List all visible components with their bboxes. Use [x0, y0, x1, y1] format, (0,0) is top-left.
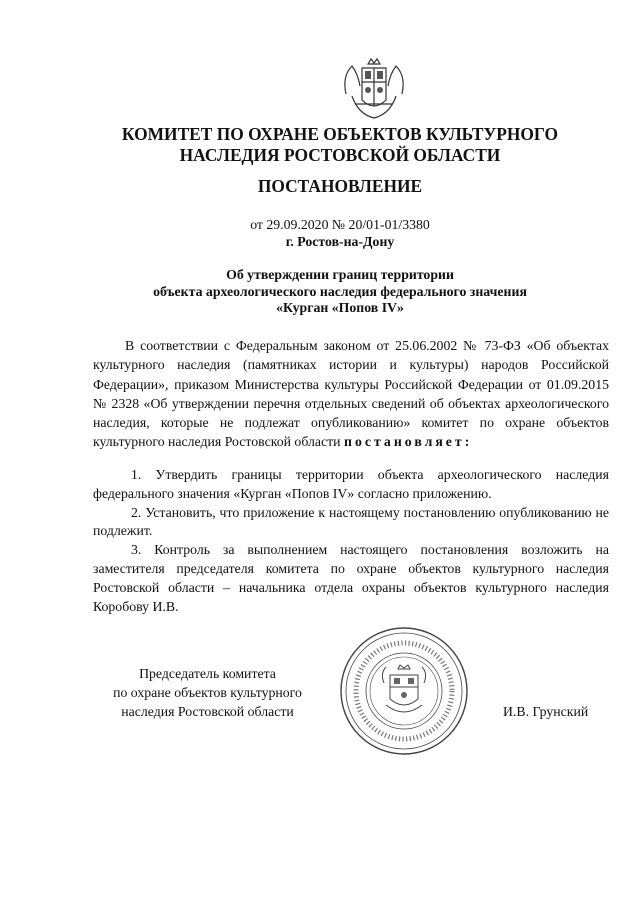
decree-word: постановляет:	[344, 434, 473, 450]
coat-of-arms-icon	[338, 56, 410, 128]
document-date-number: от 29.09.2020 № 20/01-01/3380	[250, 217, 430, 232]
preamble-text: В соответствии с Федеральным законом от 25.06.2002 № 73-ФЗ «Об объектах культурного наследия (памятниках истории и культуры) народов Российской Федерации», приказом Министерства культуры Российской Федерации от 01.09.2015 № 2328 «Об утверждении перечня отдельных сведений об объектах археологического наследия, которые не подлежат опубликованию» комитет по охране объектов культурного наследия Ростовской области	[93, 338, 609, 450]
organization-name	[40, 124, 640, 166]
signatory-title-line1: Председатель комитета	[139, 666, 276, 681]
subject-line1: Об утверждении границ территории	[226, 267, 454, 282]
preamble	[93, 336, 609, 452]
organization-name-line2: НАСЛЕДИЯ РОСТОВСКОЙ ОБЛАСТИ	[179, 145, 501, 165]
document-type: ПОСТАНОВЛЕНИЕ	[257, 176, 423, 196]
signatory-title	[75, 664, 340, 721]
resolution-item-3: 3. Контроль за выполнением настоящего постановления возложить на заместителя председателя комитета по охране объектов культурного наследия Ростовской области – начальника отдела охраны объектов культурного наследия Коробову И.В.	[93, 542, 609, 614]
subject-line3: «Курган «Попов IV»	[276, 300, 404, 315]
signatory-name: И.В. Грунский	[503, 704, 589, 719]
signatory-title-line2: по охране объектов культурного	[113, 685, 302, 700]
signatory-title-line3: наследия Ростовской области	[121, 704, 294, 719]
resolution-item-1: 1. Утвердить границы территории объекта археологического наследия федерального значения «Курган «Попов IV» согласно приложению.	[93, 467, 609, 501]
resolution-items	[93, 466, 609, 616]
document-subject	[40, 267, 640, 317]
document-city: г. Ростов-на-Дону	[285, 234, 395, 249]
preamble-paragraph	[93, 336, 609, 452]
subject-line2: объекта археологического наследия федерального значения	[153, 283, 527, 299]
resolution-item-2: 2. Установить, что приложение к настоящему постановлению опубликованию не подлежит.	[93, 504, 609, 539]
organization-name-line1: КОМИТЕТ ПО ОХРАНЕ ОБЪЕКТОВ КУЛЬТУРНОГО	[121, 124, 559, 144]
official-seal-icon	[338, 625, 470, 757]
